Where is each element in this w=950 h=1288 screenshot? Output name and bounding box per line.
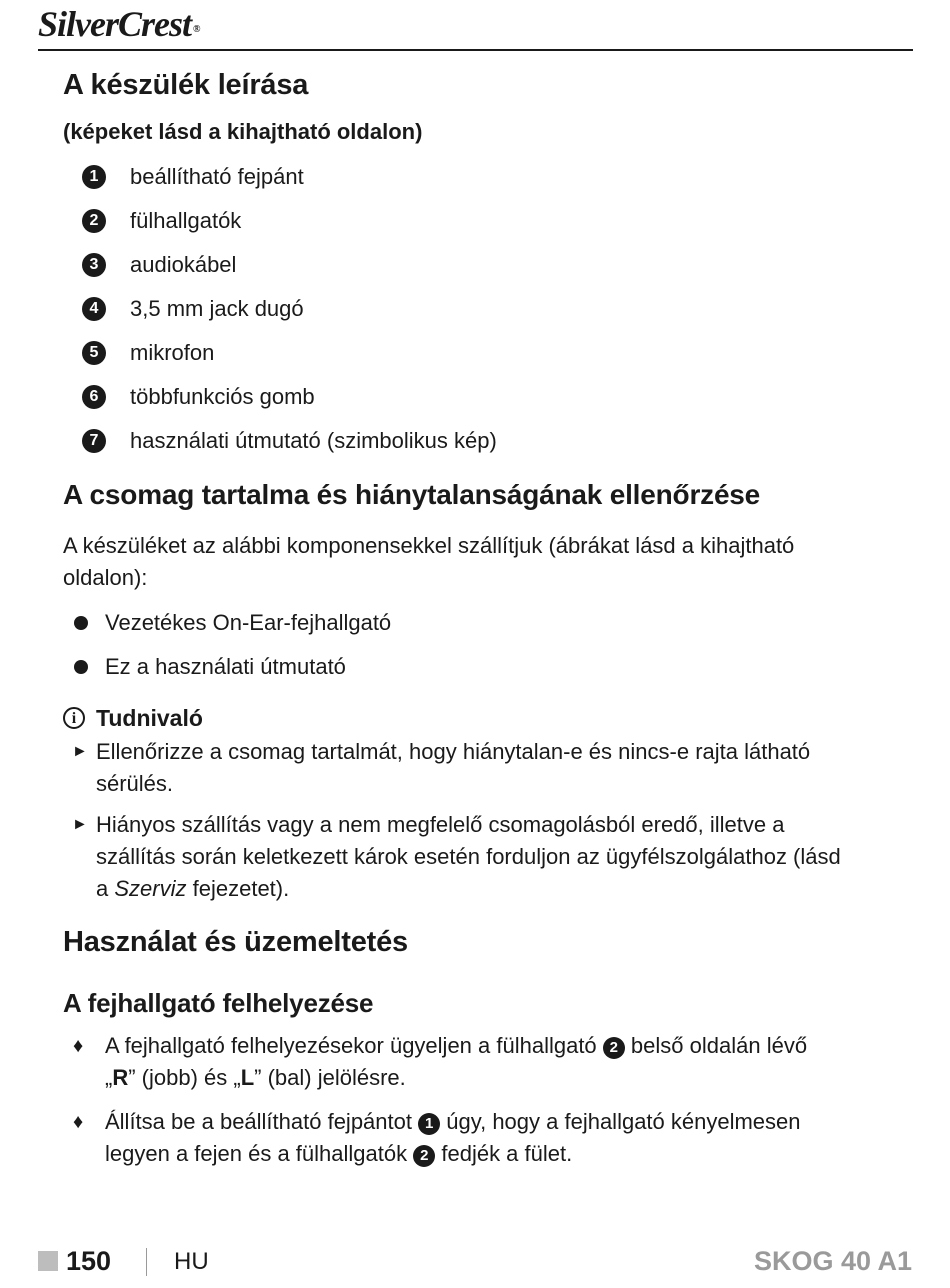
part-label: beállítható fejpánt xyxy=(130,164,304,189)
note-item-line: Hiányos szállítás vagy a nem megfelelő csomagolásból eredő, illetve a xyxy=(96,812,785,837)
part-ref-badge: 1 xyxy=(418,1113,440,1135)
description-subtitle: (képeket lásd a kihajtható oldalon) xyxy=(63,119,423,144)
part-ref-badge: 2 xyxy=(603,1037,625,1059)
brand-logo xyxy=(38,4,200,44)
part-number-badge: 6 xyxy=(82,385,106,409)
step-text: Állítsa be a beállítható fejpántot xyxy=(105,1109,412,1134)
note-title: Tudnivaló xyxy=(96,705,203,731)
part-number-badge: 3 xyxy=(82,253,106,277)
service-chapter-reference: Szerviz xyxy=(114,876,187,901)
footer-marker xyxy=(38,1251,58,1271)
note-item-line: szállítás során keletkezett károk esetén forduljon az ügyfélszolgálathoz (lásd xyxy=(96,844,841,869)
bullet-icon xyxy=(74,660,88,674)
registered-mark: ® xyxy=(193,24,200,35)
section-title-description: A készülék leírása xyxy=(63,69,309,101)
step-text: A fejhallgató felhelyezésekor ügyeljen a fülhallgató xyxy=(105,1033,597,1058)
diamond-bullet-icon: ♦ xyxy=(73,1111,84,1133)
part-number-badge: 1 xyxy=(82,165,106,189)
step-line xyxy=(105,1062,406,1094)
package-item: Vezetékes On-Ear-fejhallgató xyxy=(105,610,392,635)
arrow-right-icon: ► xyxy=(72,816,88,833)
language-code: HU xyxy=(174,1248,209,1275)
package-item: Ez a használati útmutató xyxy=(105,654,346,679)
step-text: úgy, hogy a fejhallgató kényelmesen xyxy=(446,1109,801,1134)
part-label: audiokábel xyxy=(130,252,237,277)
part-label: mikrofon xyxy=(130,340,215,365)
part-label: fülhallgatók xyxy=(130,208,242,233)
left-marker: L xyxy=(240,1065,255,1090)
right-marker: R xyxy=(112,1065,129,1090)
note-text: fejezetet). xyxy=(192,876,290,901)
step-line xyxy=(105,1106,801,1138)
step-text: legyen a fejen és a fülhallgatók xyxy=(105,1141,408,1166)
note-item-line: Ellenőrizze a csomag tartalmát, hogy hiánytalan-e és nincs-e rajta látható xyxy=(96,739,811,764)
brand-name: SilverCrest xyxy=(38,4,192,44)
note-item-line: sérülés. xyxy=(96,771,174,796)
part-number-badge: 4 xyxy=(82,297,106,321)
part-number-badge: 2 xyxy=(82,209,106,233)
step-line xyxy=(105,1138,572,1170)
step-text: belső oldalán lévő xyxy=(630,1033,808,1058)
part-label: többfunkciós gomb xyxy=(130,384,315,409)
footer-divider xyxy=(146,1248,147,1276)
step-text: „ xyxy=(105,1065,113,1090)
info-icon: i xyxy=(63,707,85,729)
step-line xyxy=(105,1030,807,1062)
model-number: SKOG 40 A1 xyxy=(753,1246,912,1276)
page-number: 150 xyxy=(66,1246,112,1276)
arrow-right-icon: ► xyxy=(72,743,88,760)
bullet-icon xyxy=(74,616,88,630)
part-label: 3,5 mm jack dugó xyxy=(130,296,304,321)
part-number-badge: 5 xyxy=(82,341,106,365)
note-text: a xyxy=(96,876,109,901)
section-title-package: A csomag tartalma és hiánytalanságának ellenőrzése xyxy=(63,479,761,510)
header-rule xyxy=(38,49,913,51)
section-title-usage: Használat és üzemeltetés xyxy=(63,926,408,958)
subsection-title-wearing: A fejhallgató felhelyezése xyxy=(63,988,374,1018)
part-label: használati útmutató (szimbolikus kép) xyxy=(130,428,497,453)
step-text: fedjék a fület. xyxy=(441,1141,573,1166)
step-text: ” (jobb) és „ xyxy=(128,1065,241,1090)
step-text: ” (bal) jelölésre. xyxy=(254,1065,406,1090)
note-item-line xyxy=(96,873,289,905)
part-ref-badge: 2 xyxy=(413,1145,435,1167)
part-number-badge: 7 xyxy=(82,429,106,453)
package-intro-line: A készüléket az alábbi komponensekkel szállítjuk (ábrákat lásd a kihajtható xyxy=(63,533,795,558)
diamond-bullet-icon: ♦ xyxy=(73,1035,84,1057)
package-intro-line: oldalon): xyxy=(63,565,148,590)
